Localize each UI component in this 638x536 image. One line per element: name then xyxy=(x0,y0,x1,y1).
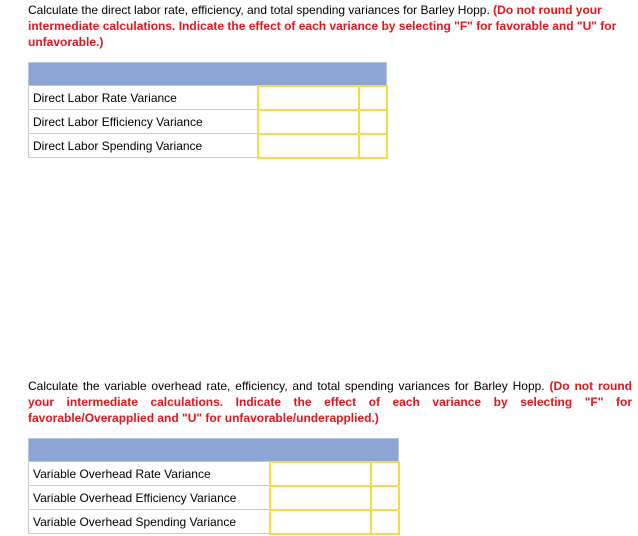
labor-variance-table xyxy=(28,62,388,159)
table-row xyxy=(29,462,399,486)
row-label: Direct Labor Spending Variance xyxy=(29,134,258,158)
overhead-efficiency-variance-effect-input[interactable] xyxy=(372,487,398,509)
table-row xyxy=(29,510,399,534)
question-3-prompt xyxy=(8,378,632,426)
amount-input-cell[interactable] xyxy=(258,134,359,158)
effect-input-cell[interactable] xyxy=(371,486,399,510)
overhead-spending-variance-amount-input[interactable] xyxy=(271,511,370,533)
table-row xyxy=(29,134,387,158)
question-2-prompt xyxy=(8,2,632,50)
row-label: Variable Overhead Spending Variance xyxy=(29,510,270,534)
labor-efficiency-variance-effect-input[interactable] xyxy=(360,111,386,133)
overhead-rate-variance-amount-input[interactable] xyxy=(271,463,370,485)
row-label: Variable Overhead Rate Variance xyxy=(29,462,270,486)
amount-input-cell[interactable] xyxy=(258,110,359,134)
overhead-spending-variance-effect-input[interactable] xyxy=(372,511,398,533)
effect-input-cell[interactable] xyxy=(359,86,387,110)
table-header-row xyxy=(29,439,399,462)
question-3-text: Calculate the variable overhead rate, efficiency, and total spending variances for Barley Hopp. xyxy=(28,379,545,393)
question-3-number xyxy=(8,378,28,394)
table-header xyxy=(29,439,399,462)
row-label: Direct Labor Efficiency Variance xyxy=(29,110,258,134)
amount-input-cell[interactable] xyxy=(270,486,371,510)
labor-efficiency-variance-amount-input[interactable] xyxy=(259,111,358,133)
effect-input-cell[interactable] xyxy=(371,510,399,534)
effect-input-cell[interactable] xyxy=(371,462,399,486)
table-row xyxy=(29,110,387,134)
question-3-instructions: (Do not round your intermediate calculations. Indicate the effect of each variance by selecting "F" for favorable/Overapplied and "U" for unfavorable/underapplied.) xyxy=(28,379,632,425)
table-header-row xyxy=(29,63,387,86)
effect-input-cell[interactable] xyxy=(359,134,387,158)
question-2-text: Calculate the direct labor rate, efficiency, and total spending variances for Barley Hopp. xyxy=(28,3,490,17)
overhead-variance-table xyxy=(28,438,400,535)
overhead-efficiency-variance-amount-input[interactable] xyxy=(271,487,370,509)
labor-rate-variance-amount-input[interactable] xyxy=(259,87,358,109)
overhead-rate-variance-effect-input[interactable] xyxy=(372,463,398,485)
labor-spending-variance-amount-input[interactable] xyxy=(259,135,358,157)
amount-input-cell[interactable] xyxy=(270,462,371,486)
row-label: Variable Overhead Efficiency Variance xyxy=(29,486,270,510)
amount-input-cell[interactable] xyxy=(258,86,359,110)
labor-spending-variance-effect-input[interactable] xyxy=(360,135,386,157)
effect-input-cell[interactable] xyxy=(359,110,387,134)
table-header xyxy=(29,63,387,86)
table-row xyxy=(29,486,399,510)
amount-input-cell[interactable] xyxy=(270,510,371,534)
question-2-instructions: (Do not round your intermediate calculations. Indicate the effect of each variance by selecting "F" for favorable and "U" for unfavorable.) xyxy=(28,3,617,49)
table-row xyxy=(29,86,387,110)
labor-rate-variance-effect-input[interactable] xyxy=(360,87,386,109)
question-2-number xyxy=(8,2,28,18)
row-label: Direct Labor Rate Variance xyxy=(29,86,258,110)
